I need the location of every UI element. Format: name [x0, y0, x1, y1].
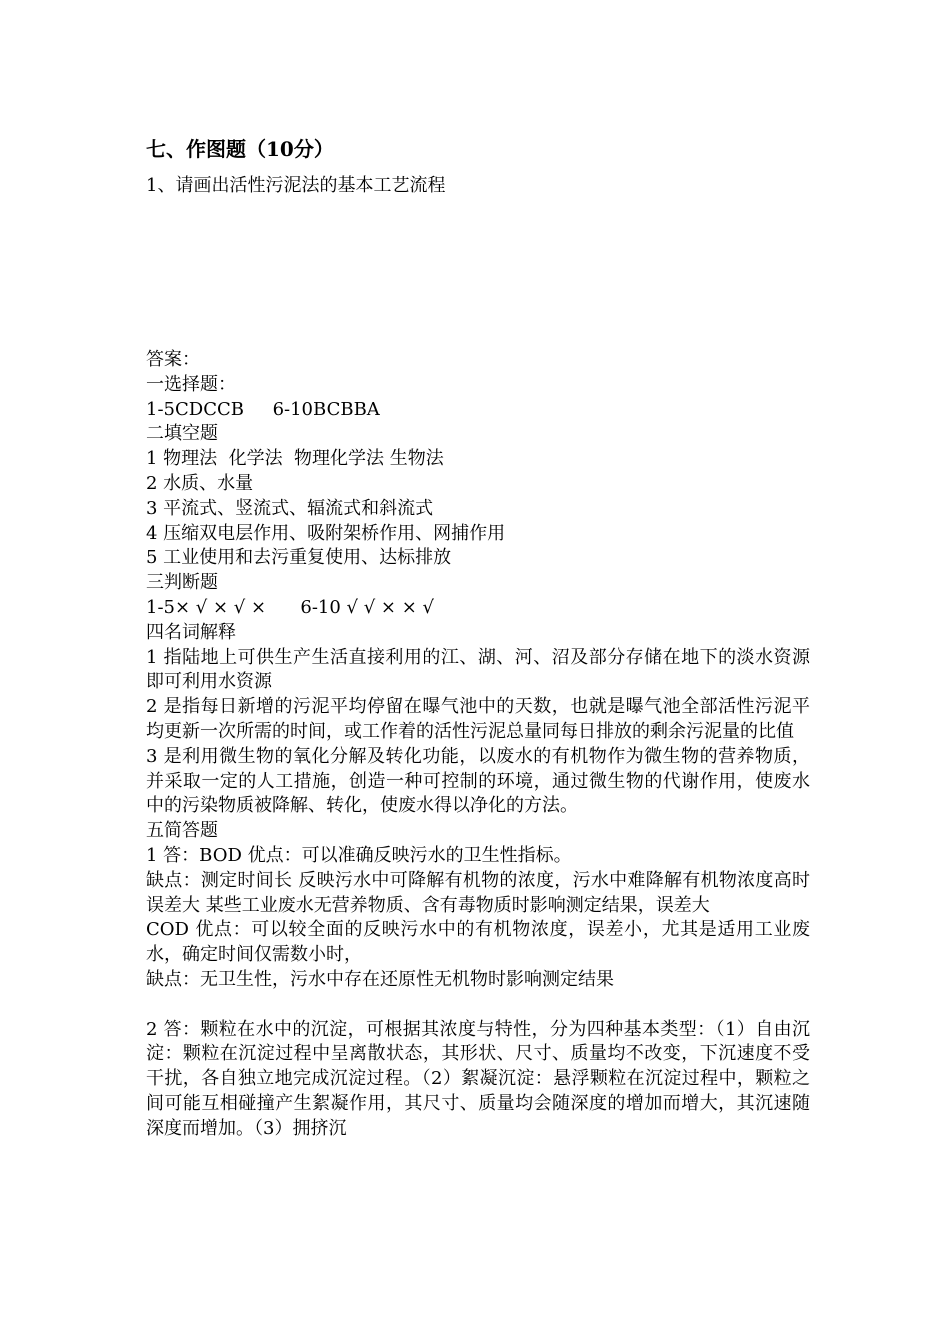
- term-answer-2: 2 是指每日新增的污泥平均停留在曝气池中的天数，也就是曝气池全部活性污泥平均更新一次所需的时间，或工作着的活性污泥总量同每日排放的剩余污泥量的比值: [146, 696, 810, 742]
- fill-item-4: 4 压缩双电层作用、吸附架桥作用、网捕作用: [146, 522, 506, 544]
- fill-title: 二填空题: [146, 423, 218, 445]
- fill-item-3: 3 平流式、竖流式、辐流式和斜流式: [146, 497, 434, 519]
- terms-title: 四名词解释: [146, 621, 236, 643]
- short-answer-2: 2 答：颗粒在水中的沉淀，可根据其浓度与特性，分为四种基本类型：（1）自由沉淀：颗粒在沉淀过程中呈离散状态，其形状、尺寸、质量均不改变，下沉速度不受干扰，各自独立地完成沉淀过程。（2）絮凝沉淀：悬浮颗粒在沉淀过程中，颗粒之间可能互相碰撞产生絮凝作用，其尺寸、质量均会随深度的增加而增大，其沉速随深度而增加。（3）拥挤沉: [146, 1018, 810, 1139]
- term-answer-3: 3 是利用微生物的氧化分解及转化功能，以废水的有机物作为微生物的营养物质，并采取一定的人工措施，创造一种可控制的环境，通过微生物的代谢作用，使废水中的污染物质被降解、转化，使废水得以净化的方法。: [146, 745, 810, 817]
- choice-title: 一选择题：: [146, 373, 236, 395]
- drawing-question: 1、请画出活性污泥法的基本工艺流程: [146, 175, 446, 196]
- answer-section: [146, 348, 810, 1142]
- answer-heading: 答案：: [146, 349, 200, 370]
- short-answer-1-bod-advantage: 1 答：BOD 优点：可以准确反映污水的卫生性指标。: [146, 844, 572, 866]
- blank-line: [146, 993, 810, 1018]
- fill-item-1: 1 物理法 化学法 物理化学法 生物法: [146, 448, 444, 470]
- section-title: 七、作图题（10分）: [146, 137, 334, 161]
- choice-answers: 1-5CDCCB 6-10BCBBA: [146, 398, 380, 420]
- judge-answers: 1-5× √ × √ × 6-10 √ √ × × √: [146, 596, 435, 618]
- fill-item-5: 5 工业使用和去污重复使用、达标排放: [146, 547, 452, 569]
- judge-title: 三判断题: [146, 572, 218, 594]
- short-title: 五简答题: [146, 820, 218, 842]
- short-answer-1-bod-disadvantage: 缺点：测定时间长 反映污水中可降解有机物的浓度，污水中难降解有机物浓度高时误差大 某些工业废水无营养物质、含有毒物质时影响测定结果，误差大: [146, 869, 810, 916]
- fill-item-2: 2 水质、水量: [146, 472, 254, 494]
- short-answer-1-cod-disadvantage: 缺点：无卫生性，污水中存在还原性无机物时影响测定结果: [146, 968, 614, 990]
- term-answer-1: 1 指陆地上可供生产生活直接利用的江、湖、河、沼及部分存储在地下的淡水资源即可利用水资源: [146, 646, 810, 693]
- short-answer-1-cod-advantage: COD 优点：可以较全面的反映污水中的有机物浓度，误差小，尤其是适用工业废水，确定时间仅需数小时，: [146, 919, 810, 966]
